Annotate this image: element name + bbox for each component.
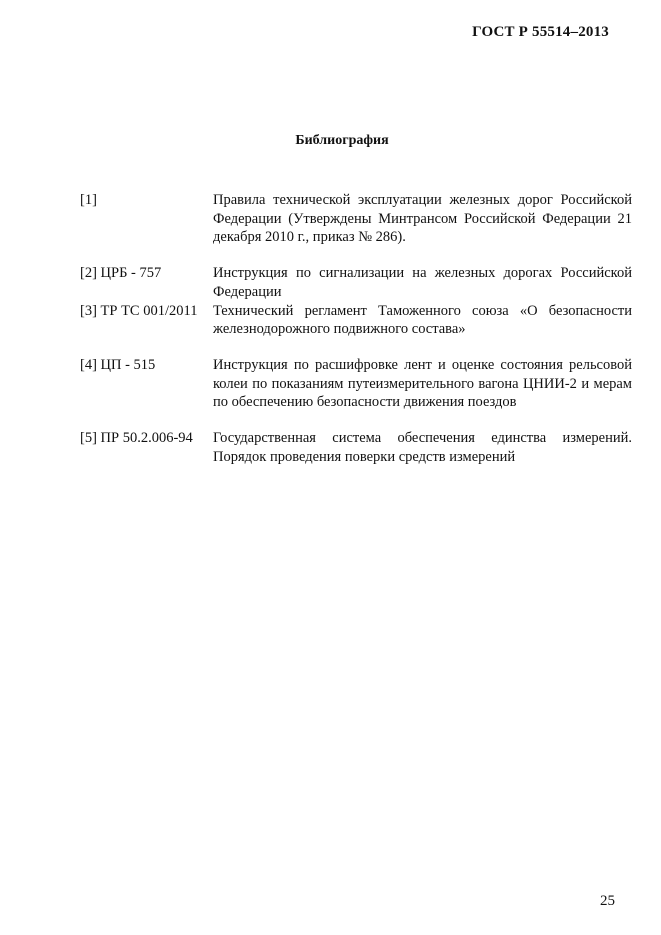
- bibliography-entry: [80, 191, 632, 247]
- bibliography-entry: [80, 264, 632, 301]
- section-title: Библиография: [295, 133, 389, 148]
- standard-header: ГОСТ Р 55514–2013: [472, 24, 609, 40]
- entry-text: Государственная система обеспечения единства измерений. Порядок проведения поверки средств измерений: [213, 430, 632, 465]
- entry-code: [1]: [80, 192, 97, 208]
- bibliography-entry: [80, 356, 632, 412]
- entry-text: Инструкция по расшифровке лент и оценке состояния рельсовой колеи по показаниям путеизмерительного вагона ЦНИИ-2 и мерам по обеспечению безопасности движения поездов: [213, 356, 632, 411]
- entry-text: Технический регламент Таможенного союза «О безопасности железнодорожного подвижного состава»: [213, 302, 632, 338]
- bibliography-list: [80, 191, 632, 466]
- entry-code: [5] ПР 50.2.006-94: [80, 430, 193, 447]
- entry-code: [4] ЦП - 515: [80, 356, 156, 373]
- entry-spacer: [80, 339, 632, 356]
- entry-text: Инструкция по сигнализации на железных дорогах Российской Федерации: [213, 265, 632, 300]
- entry-code: [2] ЦРБ - 757: [80, 265, 162, 282]
- entry-text: Правила технической эксплуатации железных дорог Российской Федерации (Утверждены Минтрансом Российской Федерации 21 декабря 2010 г., приказ № 286).: [213, 192, 632, 246]
- bibliography-entry: [80, 302, 632, 339]
- entry-code: [3] ТР ТС 001/2011: [80, 302, 198, 319]
- page-number: 25: [600, 893, 615, 909]
- entry-spacer: [80, 412, 632, 429]
- entry-spacer: [80, 247, 632, 264]
- bibliography-entry: [80, 429, 632, 466]
